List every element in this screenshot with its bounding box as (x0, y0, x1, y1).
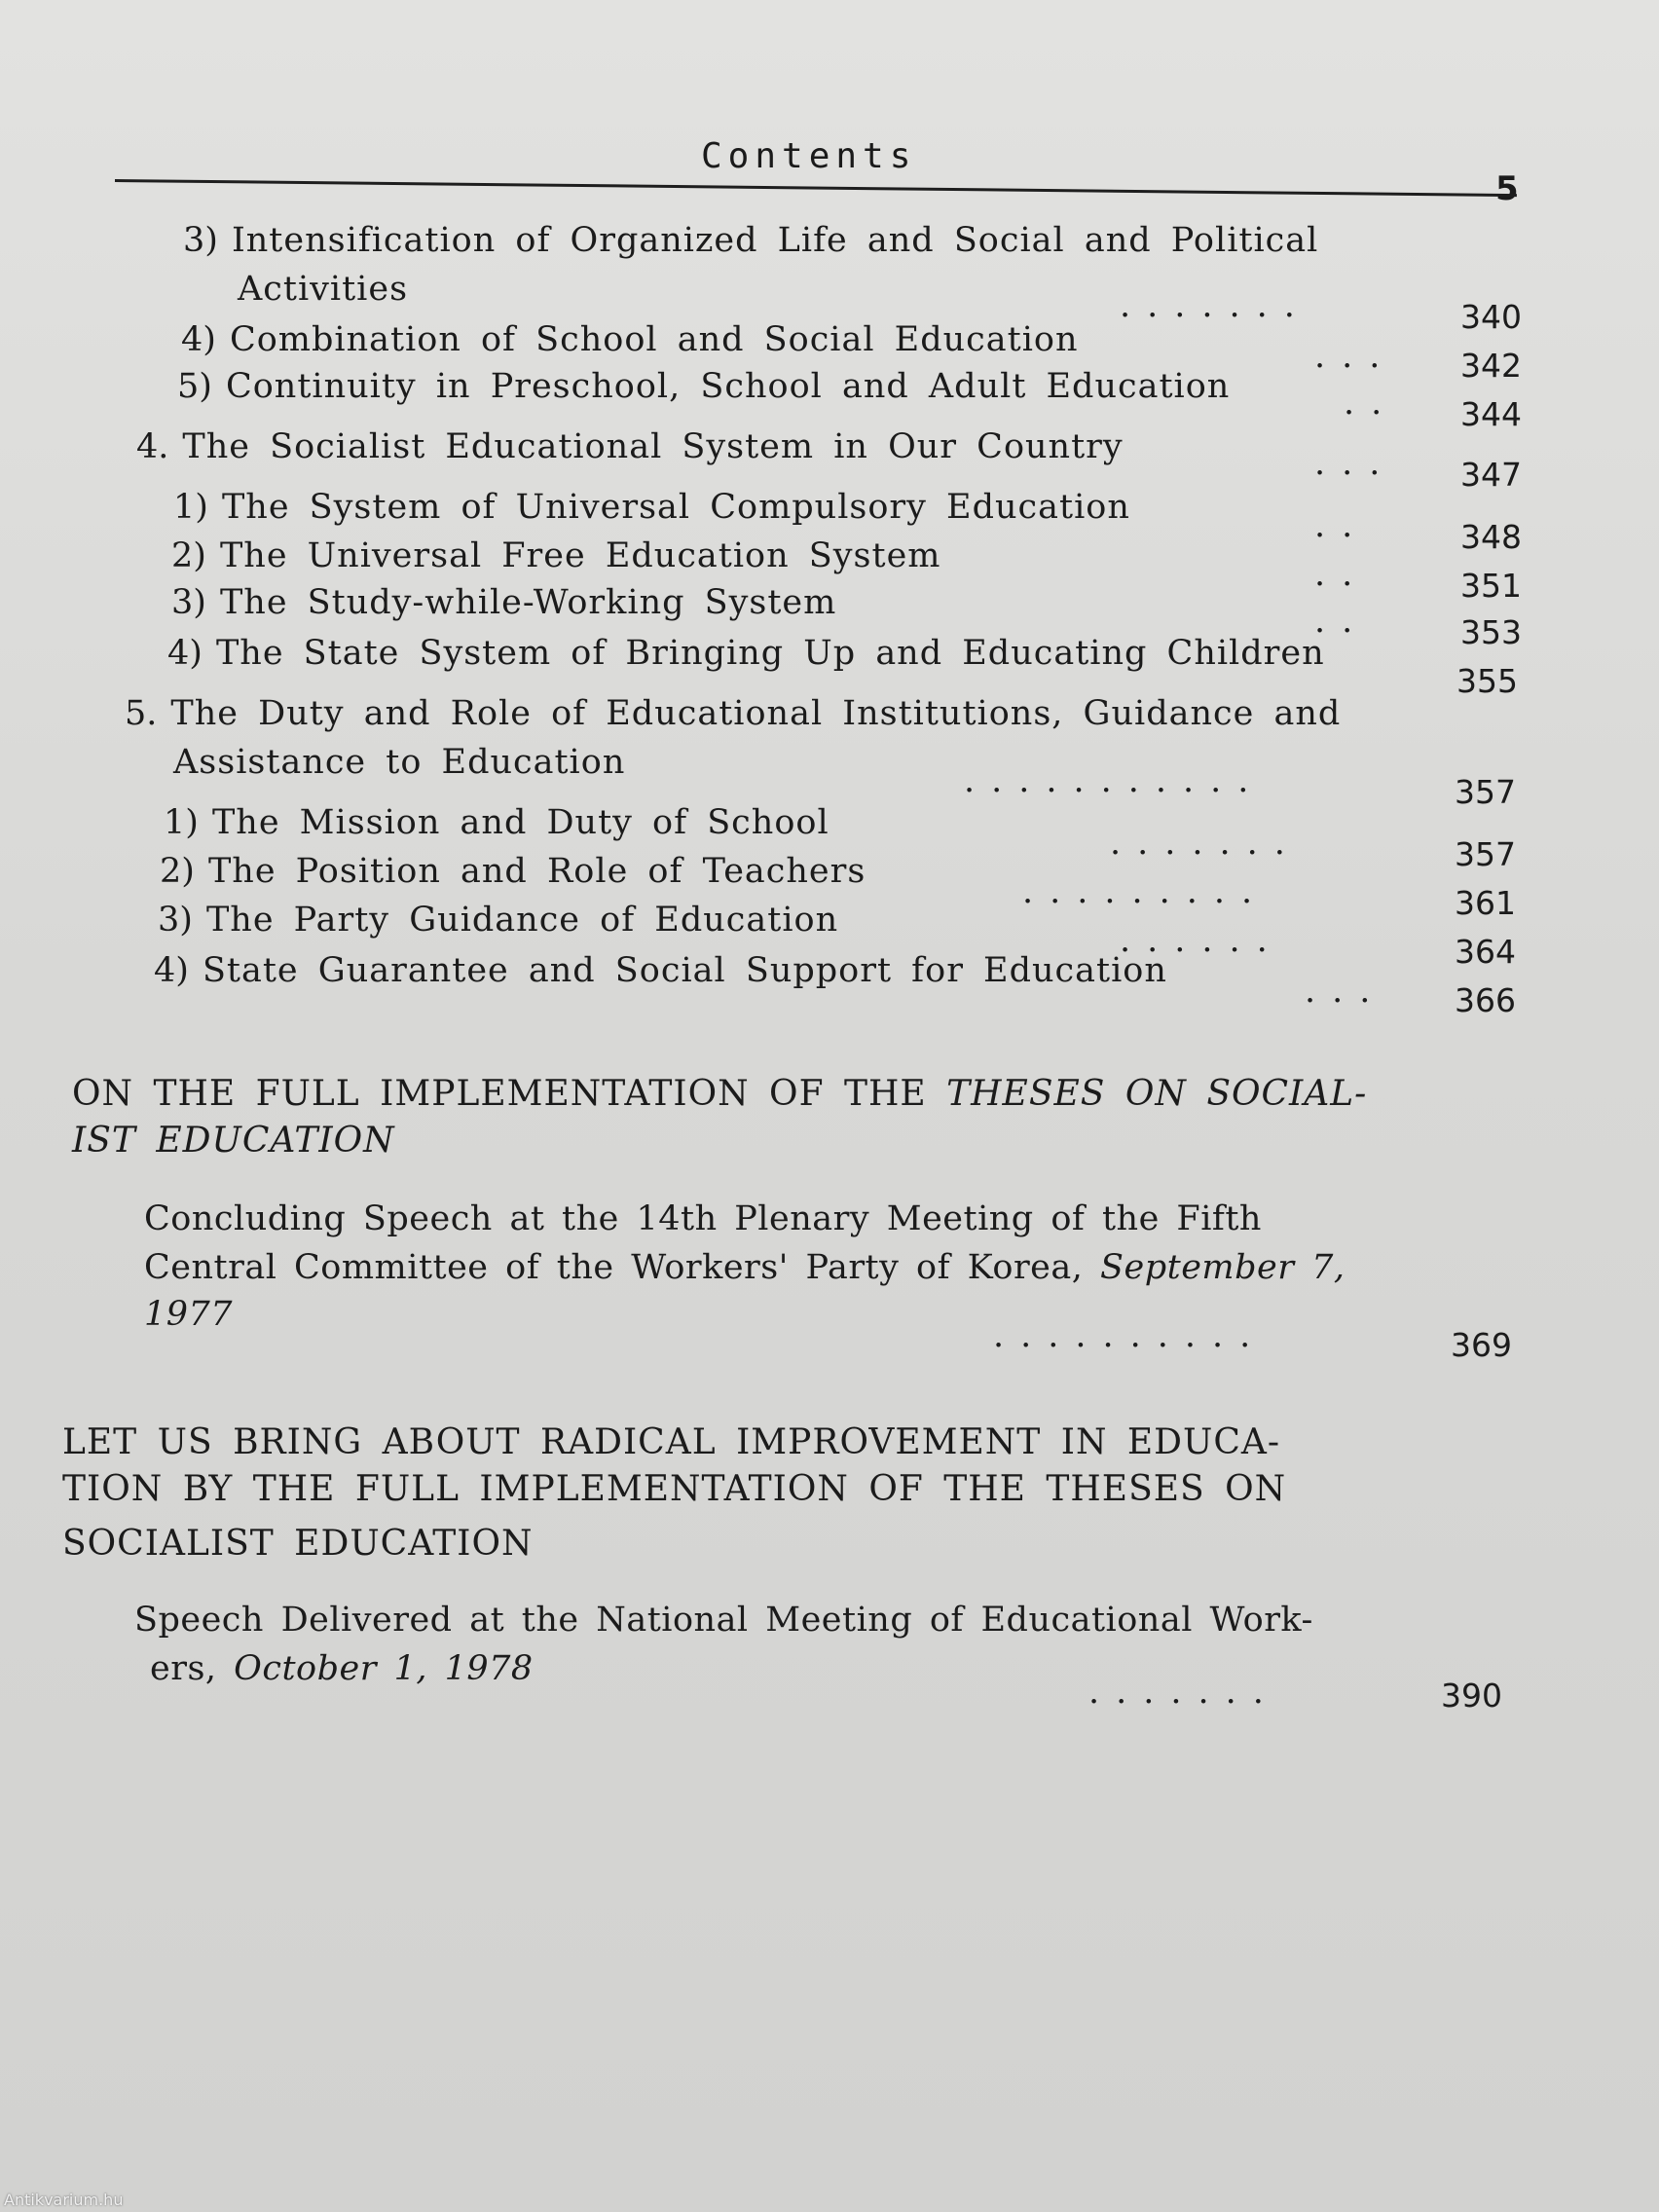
toc-entry (183, 218, 1318, 263)
work-heading-text: TION BY THE FULL IMPLEMENTATION OF THE THESES ON (62, 1469, 1287, 1509)
work-subtitle (134, 1597, 1313, 1643)
entry-number: 3) (171, 583, 206, 622)
section-title: The Duty and Role of Educational Institutions, Guidance and (170, 694, 1342, 733)
work-date: 1977 (144, 1295, 234, 1334)
work-heading-italic: IST EDUCATION (72, 1121, 395, 1161)
leader-dots: ........... (964, 761, 1266, 800)
work-subtitle-text: Speech Delivered at the National Meeting of Educational Work- (134, 1601, 1313, 1640)
work-heading-continued (72, 1118, 395, 1164)
site-watermark: Antikvarium.hu (4, 2191, 124, 2209)
work-heading-text: ON THE FULL IMPLEMENTATION OF THE (72, 1074, 927, 1114)
entry-number: 3) (158, 901, 193, 940)
page-number: 5 (1495, 169, 1519, 208)
entry-title: The System of Universal Compulsory Education (221, 488, 1130, 527)
leader-dots: ...... (1120, 921, 1284, 960)
entry-title: The Study-while-Working System (219, 583, 837, 622)
entry-page: 366 (1455, 981, 1516, 1019)
leader-dots: ......... (1022, 872, 1270, 911)
work-heading (62, 1419, 1280, 1466)
leader-dots: .. (1314, 506, 1370, 545)
work-date: September 7, (1100, 1248, 1346, 1287)
work-subtitle-text: ers, (150, 1649, 217, 1688)
toc-entry (154, 948, 1167, 993)
work-subtitle-continued (144, 1291, 233, 1338)
work-date: October 1, 1978 (234, 1649, 534, 1688)
work-subtitle-text: Central Committee of the Workers' Party of Korea, (144, 1248, 1084, 1287)
leader-dots: ... (1314, 444, 1397, 483)
entry-number: 3) (183, 221, 218, 260)
entry-title: The Party Guidance of Education (205, 901, 839, 940)
toc-section (136, 424, 1124, 469)
section-page: 347 (1460, 456, 1522, 494)
work-heading-continued (62, 1521, 534, 1567)
entry-page: 353 (1460, 613, 1522, 651)
work-heading-italic: THESES ON SOCIAL- (946, 1074, 1368, 1114)
entry-page: 340 (1460, 298, 1522, 336)
leader-dots: ....... (1120, 286, 1311, 325)
leader-dots: ....... (1110, 824, 1302, 863)
entry-title: Intensification of Organized Life and Social and Political (231, 221, 1319, 260)
toc-entry (177, 364, 1230, 409)
work-subtitle-text: Concluding Speech at the 14th Plenary Meeting of the Fifth (144, 1199, 1262, 1238)
running-head: Contents (701, 136, 917, 176)
work-subtitle-continued (144, 1244, 1345, 1291)
entry-title: The State System of Bringing Up and Educating Children (215, 634, 1325, 673)
toc-entry-continued (238, 267, 408, 312)
entry-title: The Mission and Duty of School (211, 803, 830, 842)
entry-number: 2) (171, 536, 206, 575)
toc-entry (173, 485, 1130, 530)
entry-number: 1) (173, 488, 208, 527)
toc-entry (158, 898, 838, 942)
leader-dots: ... (1314, 337, 1397, 376)
toc-section-continued (173, 740, 625, 785)
leader-dots: ....... (1088, 1673, 1280, 1712)
entry-title: The Universal Free Education System (219, 536, 941, 575)
work-page: 369 (1451, 1326, 1512, 1364)
toc-entry (167, 631, 1325, 676)
section-number: 5. (125, 694, 158, 733)
work-page: 390 (1441, 1677, 1502, 1714)
entry-number: 4) (154, 951, 189, 990)
leader-dots: .......... (993, 1316, 1268, 1355)
entry-number: 4) (181, 320, 216, 359)
leader-dots: ... (1305, 972, 1387, 1011)
entry-page: 364 (1455, 933, 1516, 971)
toc-entry (171, 580, 836, 625)
entry-title: The Position and Role of Teachers (207, 852, 866, 891)
entry-title: State Guarantee and Social Support for Education (202, 951, 1167, 990)
entry-number: 5) (177, 367, 212, 406)
section-title: The Socialist Educational System in Our Country (182, 427, 1124, 466)
work-heading-text: SOCIALIST EDUCATION (62, 1524, 534, 1564)
work-heading-text: LET US BRING ABOUT RADICAL IMPROVEMENT IN EDUCA- (62, 1422, 1281, 1462)
entry-number: 4) (167, 634, 203, 673)
entry-title: Activities (238, 270, 409, 309)
leader-dots: .. (1314, 602, 1370, 641)
entry-page: 351 (1460, 567, 1522, 605)
toc-entry (181, 317, 1079, 362)
work-subtitle (144, 1196, 1262, 1242)
entry-title: Continuity in Preschool, School and Adult Education (225, 367, 1231, 406)
entry-title: Combination of School and Social Education (229, 320, 1079, 359)
work-subtitle-continued (150, 1645, 534, 1692)
toc-entry (171, 534, 940, 578)
leader-dots: .. (1314, 555, 1370, 594)
toc-entry (164, 800, 830, 845)
entry-page: 355 (1456, 662, 1518, 700)
toc-section (125, 691, 1341, 736)
entry-page: 344 (1460, 395, 1522, 433)
section-title: Assistance to Education (173, 743, 626, 782)
entry-page: 342 (1460, 347, 1522, 385)
entry-page: 348 (1460, 518, 1522, 556)
section-number: 4. (136, 427, 169, 466)
leader-dots: .. (1344, 384, 1399, 423)
section-page: 357 (1455, 773, 1516, 811)
entry-number: 2) (160, 852, 195, 891)
entry-page: 361 (1455, 884, 1516, 922)
toc-entry (160, 849, 866, 894)
work-heading-continued (62, 1466, 1286, 1513)
entry-number: 1) (164, 803, 199, 842)
entry-page: 357 (1455, 835, 1516, 873)
work-heading (72, 1071, 1367, 1118)
